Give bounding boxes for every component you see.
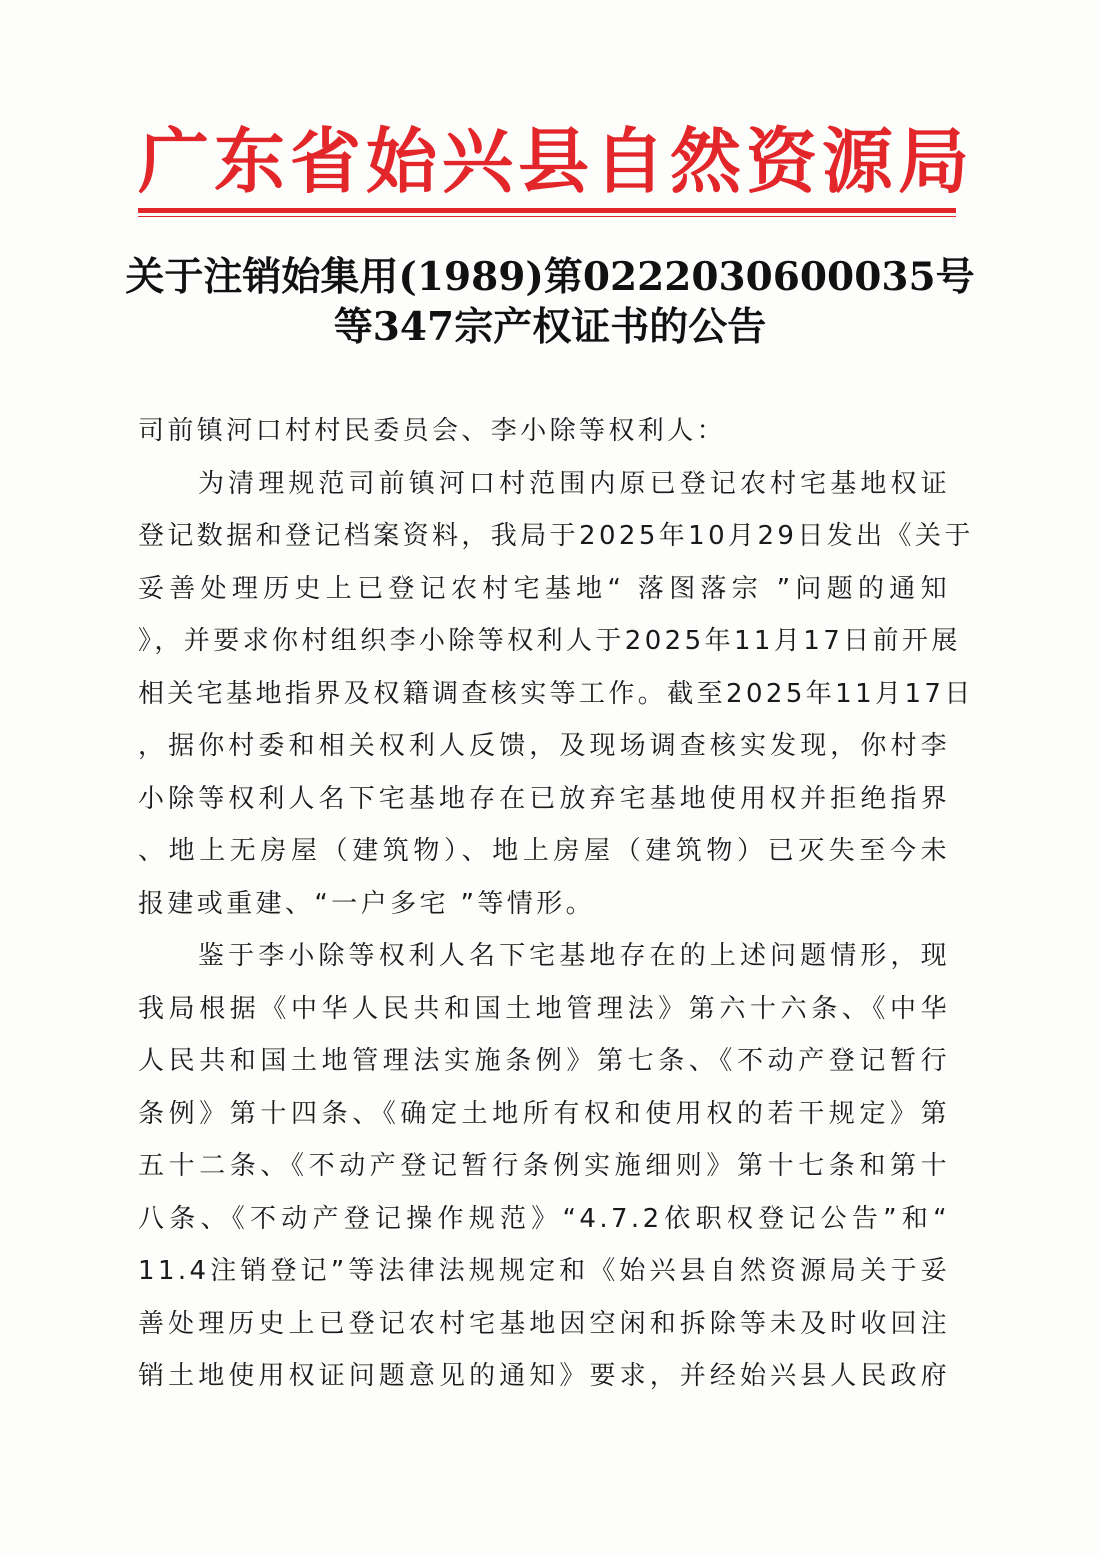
paragraph-line: 五十二条、《不动产登记暂行条例实施细则》第十七条和第十: [138, 1151, 950, 1181]
paragraph-line: 为清理规范司前镇河口村范围内原已登记农村宅基地权证: [198, 468, 950, 499]
paragraph-line: 我局根据《中华人民共和国土地管理法》第六十六条、《中华: [138, 993, 950, 1024]
paragraph-line: 、地上无房屋（建筑物）、地上房屋（建筑物）已灭失至今未: [138, 836, 950, 866]
paragraph-line: 小除等权利人名下宅基地存在已放弃宅基地使用权并拒绝指界: [138, 783, 950, 814]
document-title: [100, 252, 1000, 352]
paragraph-2: [138, 930, 950, 1403]
red-divider-rule-thin: [138, 216, 956, 217]
paragraph-line: 登记数据和登记档案资料，我局于2025年10月29日发出《关于: [138, 521, 974, 551]
paragraph-line: 善处理历史上已登记农村宅基地因空闲和拆除等未及时收回注: [138, 1308, 950, 1339]
issuing-authority-heading: 广东省始兴县自然资源局: [138, 119, 975, 203]
paragraph-line: 销土地使用权证问题意见的通知》要求，并经始兴县人民政府: [138, 1361, 950, 1391]
paragraph-line: 》，并要求你村组织李小除等权利人于2025年11月17日前开展: [138, 626, 961, 656]
document-body: [138, 405, 974, 1403]
paragraph-line: 八条、《不动产登记操作规范》“4.7.2依职权登记公告”和“: [138, 1203, 950, 1234]
document-title-line-2: 等347宗产权证书的公告: [333, 304, 767, 350]
paragraph-line: 条例》第十四条、《确定土地所有权和使用权的若干规定》第: [138, 1098, 950, 1129]
document-title-line-1: 关于注销始集用(1989)第0222030600035号: [125, 254, 975, 300]
paragraph-1: [138, 458, 974, 931]
paragraph-line: 11.4注销登记”等法律法规规定和《始兴县自然资源局关于妥: [138, 1256, 950, 1286]
paragraph-line: 鉴于李小除等权利人名下宅基地存在的上述问题情形，现: [198, 941, 950, 971]
salutation: 司前镇河口村村民委员会、李小除等权利人：: [138, 416, 727, 446]
paragraph-line: 报建或重建、“一户多宅 ”等情形。: [138, 888, 596, 919]
paragraph-line: 相关宅基地指界及权籍调查核实等工作。截至2025年11月17日: [138, 678, 974, 709]
paragraph-line: ，据你村委和相关权利人反馈，及现场调查核实发现，你村李: [138, 731, 950, 761]
red-divider-rule: [138, 208, 956, 213]
paragraph-line: 妥善处理历史上已登记农村宅基地“ 落图落宗 ”问题的通知: [138, 573, 950, 604]
paragraph-line: 人民共和国土地管理法实施条例》第七条、《不动产登记暂行: [138, 1046, 950, 1076]
